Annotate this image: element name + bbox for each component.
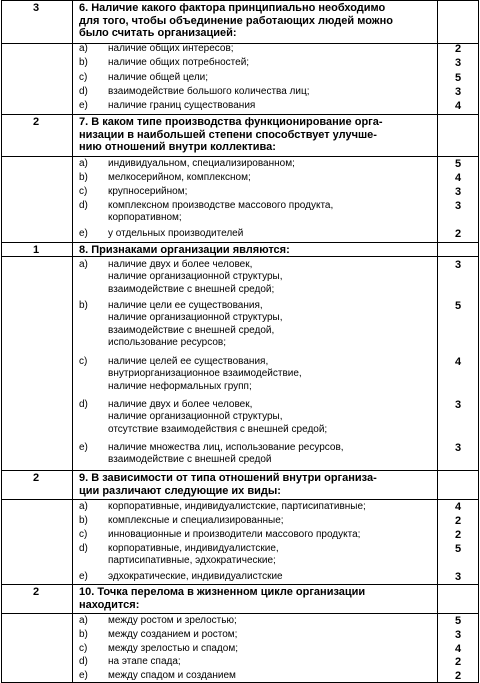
option-letter: d)	[79, 656, 88, 667]
option-text: комплексные и специализированные;	[108, 515, 284, 526]
option-letter: c)	[79, 356, 88, 367]
question-points: 2	[32, 116, 40, 128]
option-score: 3	[454, 200, 462, 212]
question-text: 8. Признаками организации являются:	[79, 244, 290, 256]
question-row	[1, 0, 479, 43]
option-letter: c)	[79, 643, 88, 654]
option-text: наличие двух и более человек, наличие организационной структуры, отсутствие взаимодействия с внешней средой;	[108, 399, 328, 435]
option-score: 2	[454, 656, 462, 668]
question-options-divider	[1, 156, 479, 157]
option-text: индивидуальном, специализированном;	[108, 158, 295, 169]
table-left-border	[1, 0, 2, 683]
question-points: 1	[32, 244, 40, 256]
option-score: 2	[454, 515, 462, 527]
question-points: 2	[32, 472, 40, 484]
option-letter: a)	[79, 43, 88, 54]
option-text: комплексном производстве массового продукта, корпоративном;	[108, 200, 334, 224]
option-text: между спадом и созданием	[108, 670, 236, 681]
option-text: наличие общих потребностей;	[108, 57, 250, 68]
option-score: 3	[454, 442, 462, 454]
option-letter: c)	[79, 72, 88, 83]
option-text: наличие множества лиц, использование ресурсов, взаимодействие с внешней средой	[108, 442, 344, 466]
option-score: 4	[454, 643, 462, 655]
question-options-divider	[1, 499, 479, 500]
option-letter: e)	[79, 100, 88, 111]
option-score: 3	[454, 186, 462, 198]
option-letter: b)	[79, 629, 88, 640]
option-text: мелкосерийном, комплексном;	[108, 172, 251, 183]
option-text: у отдельных производителей	[108, 228, 244, 239]
option-text: крупносерийном;	[108, 186, 188, 197]
option-text: на этапе спада;	[108, 656, 181, 667]
option-text: взаимодействие большого количества лиц;	[108, 86, 310, 97]
option-text: наличие общих интересов;	[108, 43, 234, 54]
question-points: 3	[32, 2, 40, 14]
option-letter: e)	[79, 442, 88, 453]
option-text: корпоративные, индивидуалистские, партисипативные, эдхократические;	[108, 543, 279, 567]
option-text: наличие двух и более человек, наличие организационной структуры, взаимодействие с внешней средой;	[108, 259, 283, 295]
option-score: 2	[454, 529, 462, 541]
option-text: корпоративные, индивидуалистские, партисипативные;	[108, 501, 366, 512]
option-letter: a)	[79, 158, 88, 169]
option-letter: b)	[79, 57, 88, 68]
option-letter: a)	[79, 615, 88, 626]
option-score: 4	[454, 501, 462, 513]
option-text: между созданием и ростом;	[108, 629, 238, 640]
question-text: 9. В зависимости от типа отношений внутри организа- ции различают следующие их виды:	[79, 472, 377, 497]
option-letter: c)	[79, 529, 88, 540]
question-row	[1, 114, 479, 156]
option-letter: e)	[79, 228, 88, 239]
option-text: эдхократические, индивидуалистские	[108, 571, 283, 582]
option-letter: b)	[79, 172, 88, 183]
test-document	[1, 0, 479, 683]
question-options-divider	[1, 613, 479, 614]
option-text: между зрелостью и спадом;	[108, 643, 238, 654]
option-score: 2	[454, 670, 462, 682]
option-letter: e)	[79, 571, 88, 582]
option-score: 5	[454, 72, 462, 84]
option-letter: b)	[79, 515, 88, 526]
option-score: 3	[454, 259, 462, 271]
option-text: инновационные и производители массового продукта;	[108, 529, 361, 540]
question-row	[1, 470, 479, 499]
option-text: наличие общей цели;	[108, 72, 209, 83]
question-text: 10. Точка перелома в жизненном цикле организации находится:	[79, 586, 366, 611]
option-score: 3	[454, 86, 462, 98]
question-text: 6. Наличие какого фактора принципиально необходимо для того, чтобы объединение работающих людей можно было считать организацией:	[79, 2, 393, 40]
question-points: 2	[32, 586, 40, 598]
option-score: 4	[454, 100, 462, 112]
question-row	[1, 584, 479, 613]
option-score: 5	[454, 615, 462, 627]
question-row	[1, 242, 479, 256]
option-score: 2	[454, 228, 462, 240]
question-text: 7. В каком типе производства функционирование орга- низации в наибольшей степени способствует улучше- нию отношений внутри коллектива:	[79, 116, 383, 154]
option-text: между ростом и зрелостью;	[108, 615, 237, 626]
option-letter: d)	[79, 200, 88, 211]
option-letter: d)	[79, 86, 88, 97]
option-score: 3	[454, 571, 462, 583]
option-score: 3	[454, 399, 462, 411]
option-letter: b)	[79, 300, 88, 311]
option-letter: a)	[79, 501, 88, 512]
option-letter: d)	[79, 543, 88, 554]
option-text: наличие целей ее существования, внутриорганизационное взаимодействие, наличие неформальных групп;	[108, 356, 302, 392]
option-letter: e)	[79, 670, 88, 681]
option-score: 5	[454, 543, 462, 555]
option-score: 3	[454, 629, 462, 641]
option-score: 5	[454, 158, 462, 170]
table-column-divider	[72, 0, 73, 683]
option-score: 3	[454, 57, 462, 69]
option-score: 4	[454, 356, 462, 368]
option-letter: d)	[79, 399, 88, 410]
table-right-border	[478, 0, 479, 683]
option-score: 4	[454, 172, 462, 184]
option-score: 5	[454, 300, 462, 312]
option-letter: a)	[79, 259, 88, 270]
option-letter: c)	[79, 186, 88, 197]
option-text: наличие границ существования	[108, 100, 256, 111]
option-text: наличие цели ее существования, наличие организационной структуры, взаимодействие с внешней средой, использование ресурсов;	[108, 300, 283, 348]
option-score: 2	[454, 43, 462, 55]
